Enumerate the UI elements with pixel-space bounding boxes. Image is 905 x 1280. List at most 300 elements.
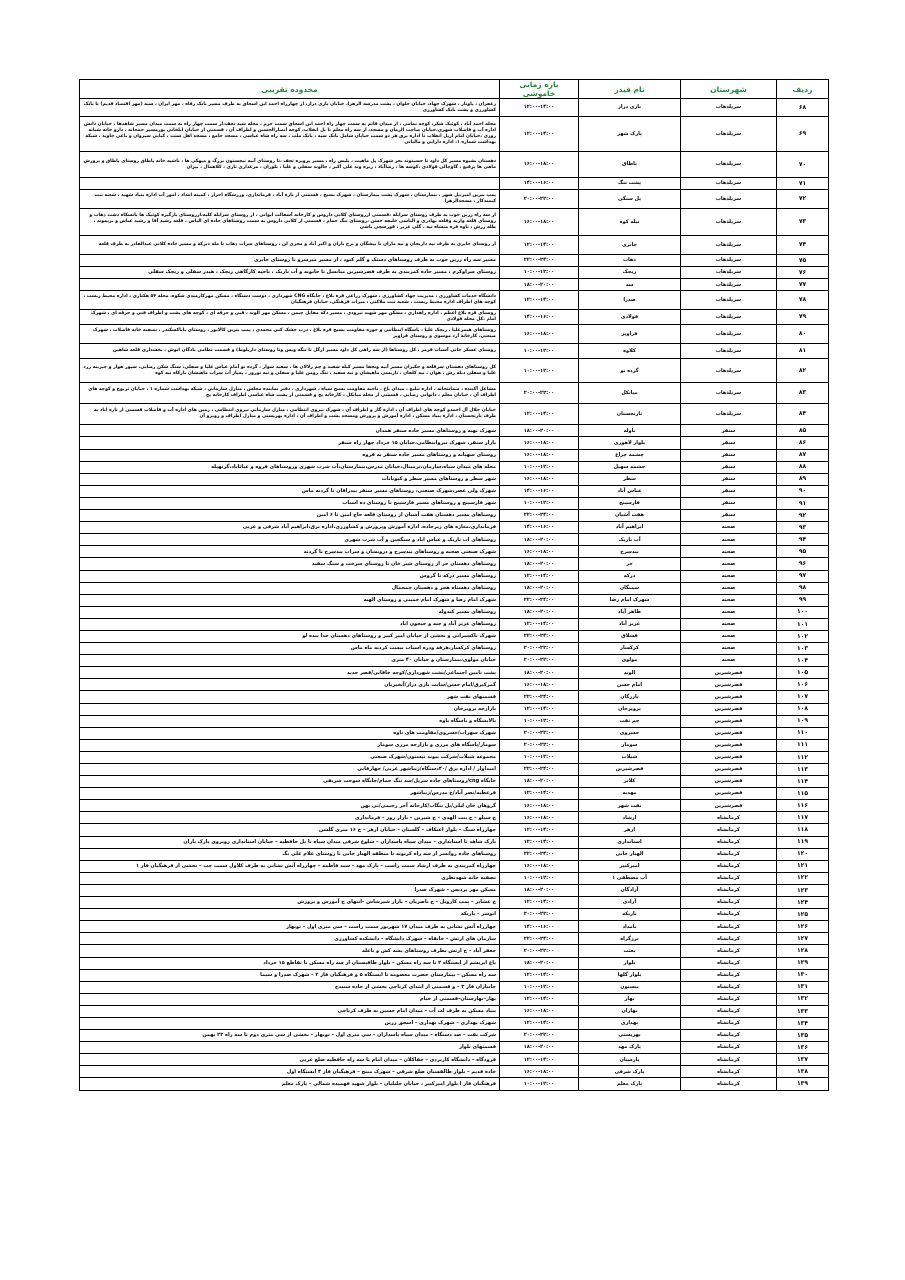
- cell-area-description: باغ ابریشم از ایستگاه ۲ تا سه راه مسکن – بلوار طاقبستان از سه راه مسکن تا تقاطع ۱۵ خرداد: [80, 957, 500, 969]
- cell-outage-time: ۲۰:۰۰-۲۲:۰۰: [500, 190, 579, 209]
- cell-outage-time: ۲۲:۰۰-۲۴:۰۰: [500, 933, 579, 945]
- table-row: [80, 872, 829, 884]
- cell-area-description: سومار/پاسگاه های مرزی و بازارچه مرزی سومار: [80, 739, 500, 751]
- cell-row-number: ۱۲۴: [777, 897, 829, 909]
- cell-row-number: ۱۱۳: [777, 764, 829, 776]
- cell-feeder-name: بامداد: [579, 921, 681, 933]
- cell-row-number: ۱۱۰: [777, 727, 829, 739]
- cell-outage-time: ۱۸:۰۰-۲۰:۰۰: [500, 957, 579, 969]
- cell-county: قصرشیرین: [681, 667, 777, 679]
- cell-county: کرمانشاه: [681, 872, 777, 884]
- cell-outage-time: ۱۲:۰۰-۱۴:۰۰: [500, 703, 579, 715]
- cell-outage-time: ۱۲:۰۰-۱۴:۰۰: [500, 1017, 579, 1029]
- cell-feeder-name: بهزیستی: [579, 1030, 681, 1042]
- cell-row-number: ۸۳: [777, 383, 829, 404]
- cell-row-number: ۱۰۲: [777, 630, 829, 642]
- cell-outage-time: ۲۰:۰۰-۲۲:۰۰: [500, 739, 579, 751]
- cell-feeder-name: قصرشیرین: [579, 764, 681, 776]
- table-row: [80, 981, 829, 993]
- cell-outage-time: ۱۴:۰۰-۱۶:۰۰: [500, 921, 579, 933]
- cell-row-number: ۱۱۵: [777, 788, 829, 800]
- table-row: [80, 99, 829, 117]
- cell-county: کرمانشاه: [681, 897, 777, 909]
- cell-area-description: شهرک ولی عصر،شهرک صنعتی، روستاهای مسیر سنقر بیدراقان تا گردنه ماس: [80, 485, 500, 497]
- cell-area-description: پشت تامین اجتماعی/پشت شهرداری/کوچه خاقانی/قصر جدید: [80, 667, 500, 679]
- table-row: [80, 727, 829, 739]
- cell-feeder-name: آزادگان: [579, 884, 681, 896]
- cell-outage-time: ۱۴:۰۰-۱۶:۰۰: [500, 178, 579, 190]
- cell-county: سرپلذهاب: [681, 117, 777, 152]
- cell-feeder-name: کرکسار: [579, 643, 681, 655]
- cell-county: کرمانشاه: [681, 848, 777, 860]
- cell-outage-time: ۱۸:۰۰-۲۰:۰۰: [500, 582, 579, 594]
- cell-feeder-name: چشمه سهیل: [579, 461, 681, 473]
- cell-outage-time: ۱۲:۰۰-۱۴:۰۰: [500, 788, 579, 800]
- cell-row-number: ۱۰۸: [777, 703, 829, 715]
- table-row: [80, 764, 829, 776]
- table-row: [80, 703, 829, 715]
- cell-outage-time: ۱۸:۰۰-۲۰:۰۰: [500, 425, 579, 437]
- cell-area-description: گمرکبرق/امام حسن/سایت بازی دراز/آبخیزبان: [80, 679, 500, 691]
- cell-feeder-name: مهدیه: [579, 788, 681, 800]
- cell-county: سرپلذهاب: [681, 325, 777, 344]
- cell-feeder-name: بلوار لاهوری: [579, 437, 681, 449]
- cell-feeder-name: سمنگان: [579, 582, 681, 594]
- cell-area-description: فسمتهای بلوار: [80, 1042, 500, 1054]
- cell-area-description: مسکن مهر پردیس – شهرک صدرا: [80, 884, 500, 896]
- cell-row-number: ۸۲: [777, 359, 829, 383]
- cell-county: کرمانشاه: [681, 957, 777, 969]
- cell-feeder-name: استانداری: [579, 836, 681, 848]
- cell-row-number: ۱۰۹: [777, 715, 829, 727]
- cell-feeder-name: ابراهیم آباد: [579, 522, 681, 534]
- cell-outage-time: ۱۲:۰۰-۱۴:۰۰: [500, 897, 579, 909]
- cell-area-description: شهرک بهداری – شهرک بهداری – اسحق زرین: [80, 1017, 500, 1029]
- table-row: [80, 1017, 829, 1029]
- cell-area-description: فرمانداری،مغازه های زیرجاده، اداره آموزش وپرورش و کشاورزی،اداره برق،ابراهیم آباد شرقی و غربی: [80, 522, 500, 534]
- cell-area-description: چهارراه کمربندی به طرف ارشاد سمت راست – پارک مهد – سید فاطمه – چهارراه آتش نشانی به طرف کلاول سمت چپ – بخشی از فرهنگیان فاز ۱: [80, 860, 500, 872]
- table-row: [80, 909, 829, 921]
- cell-outage-time: ۲۲:۰۰-۲۴:۰۰: [500, 848, 579, 860]
- cell-feeder-name: آب مصطفی ۱: [579, 872, 681, 884]
- outage-schedule-table: [79, 79, 829, 1091]
- cell-area-description: فرهنگیان فاز ا بلوار امیرکبیر ، خیابان جلیلیان – بلوار شهید فهمیده شمالی – پارک معلم: [80, 1078, 500, 1090]
- cell-row-number: ۷۴: [777, 236, 829, 255]
- table-row: [80, 667, 829, 679]
- cell-county: کرمانشاه: [681, 860, 777, 872]
- cell-outage-time: ۲۲:۰۰-۲۴:۰۰: [500, 764, 579, 776]
- cell-outage-time: ۲۰:۰۰-۲۲:۰۰: [500, 727, 579, 739]
- cell-feeder-name: سد: [579, 279, 681, 291]
- cell-area-description: [80, 279, 500, 291]
- cell-outage-time: ۱۲:۰۰-۱۴:۰۰: [500, 291, 579, 310]
- cell-feeder-name: بازرگان: [579, 691, 681, 703]
- cell-area-description: از روستای جابری به طرف تپه داربخان و تپه ماران تا بیشگان و برج باران و اکبر آباد و مجری لن ، روستاهای سراب ذهاب تا مله دیرکه و مسیر جاده کلانی عبدالقادر به طرف قلعه: [80, 236, 500, 255]
- cell-row-number: ۷۱: [777, 178, 829, 190]
- cell-feeder-name: مولوی: [579, 655, 681, 667]
- cell-feeder-name: باوله: [579, 425, 681, 437]
- cell-outage-time: ۱۶:۰۰-۱۸:۰۰: [500, 209, 579, 236]
- cell-area-description: روستاهای عزیز آباد و چنه و جیجون اباد: [80, 618, 500, 630]
- cell-area-description: مجموعه شیلات/شرکت پیوند نیستون/شهرک صنعتی: [80, 751, 500, 763]
- cell-area-description: شرکت نفت – صد دستگاه – میدان سپاه پاسداران – سی متری اول – نوبهار – بخشی از سی متری دوم تا سه راه ۲۲ بهمن: [80, 1030, 500, 1042]
- cell-area-description: پارک شاهد تا استانداری – میدان سپاه پاسداران – شلوغ شرقی میدان سپاه تا پل حافظیه – خیابان استانداری روبروی پارک باران: [80, 836, 500, 848]
- table-row: [80, 751, 829, 763]
- cell-county: کرمانشاه: [681, 812, 777, 824]
- cell-row-number: ۱۳۴: [777, 1017, 829, 1029]
- cell-row-number: ۸۶: [777, 437, 829, 449]
- table-row: [80, 606, 829, 618]
- cell-feeder-name: جابری: [579, 236, 681, 255]
- cell-row-number: ۱۳۱: [777, 981, 829, 993]
- table-row: [80, 546, 829, 558]
- table-header-row: [80, 80, 829, 99]
- cell-outage-time: ۱۸:۰۰-۲۰:۰۰: [500, 1042, 579, 1054]
- cell-outage-time: ۱۲:۰۰-۱۴:۰۰: [500, 236, 579, 255]
- cell-county: کرمانشاه: [681, 981, 777, 993]
- cell-county: قصرشیرین: [681, 727, 777, 739]
- cell-area-description: روستاهای جاده روانسر از سه راه کرنوته تا منطقه الهیار خانی تا روستای غلام علی بگ: [80, 848, 500, 860]
- cell-row-number: ۱۰۴: [777, 655, 829, 667]
- cell-row-number: ۱۱۹: [777, 836, 829, 848]
- table-row: [80, 236, 829, 255]
- cell-county: کرمانشاه: [681, 824, 777, 836]
- cell-county: سنقر: [681, 425, 777, 437]
- cell-row-number: ۸۹: [777, 473, 829, 485]
- cell-county: سرپلذهاب: [681, 178, 777, 190]
- cell-feeder-name: امام حسن: [579, 679, 681, 691]
- cell-area-description: روستاهای دهستان حر از روستای شیر خان تا روستای سرخت و سنگ سفید: [80, 558, 500, 570]
- cell-outage-time: ۱۶:۰۰-۱۸:۰۰: [500, 800, 579, 812]
- cell-county: سرپلذهاب: [681, 344, 777, 359]
- cell-row-number: ۸۱: [777, 344, 829, 359]
- cell-county: قصرشیرین: [681, 703, 777, 715]
- cell-feeder-name: پارک شهر: [579, 117, 681, 152]
- table-row: [80, 933, 829, 945]
- cell-feeder-name: باریکه: [579, 909, 681, 921]
- cell-feeder-name: عزیز آباد: [579, 618, 681, 630]
- cell-feeder-name: بلوار: [579, 957, 681, 969]
- cell-area-description: شهرک تاکسیرانی و بخشی از خیابان امیر کبیر و روستاهای دهستان خدا بنده لو: [80, 630, 500, 642]
- cell-outage-time: ۱۰:۰۰-۱۲:۰۰: [500, 751, 579, 763]
- cell-row-number: ۱۲۹: [777, 957, 829, 969]
- cell-feeder-name: کلاوه: [579, 344, 681, 359]
- table-row: [80, 570, 829, 582]
- cell-county: سرپلذهاب: [681, 99, 777, 117]
- cell-county: سرپلذهاب: [681, 359, 777, 383]
- table-row: [80, 679, 829, 691]
- cell-feeder-name: آب باریک: [579, 534, 681, 546]
- cell-county: صحنه: [681, 618, 777, 630]
- cell-feeder-name: بیدسرخ: [579, 546, 681, 558]
- cell-row-number: ۱۰۶: [777, 679, 829, 691]
- table-row: [80, 824, 829, 836]
- cell-row-number: ۸۰: [777, 325, 829, 344]
- cell-county: صحنه: [681, 643, 777, 655]
- cell-feeder-name: درکه: [579, 570, 681, 582]
- table-row: [80, 497, 829, 509]
- cell-row-number: ۱۲۱: [777, 860, 829, 872]
- cell-outage-time: ۱۲:۰۰-۱۴:۰۰: [500, 618, 579, 630]
- cell-feeder-name: عباس آباد: [579, 485, 681, 497]
- table-row: [80, 691, 829, 703]
- table-row: [80, 582, 829, 594]
- cell-area-description: شهرک سهراب/خسروی/مقاومت های باوه: [80, 727, 500, 739]
- cell-feeder-name: بهاران: [579, 1005, 681, 1017]
- cell-area-description: شهرک تهیه و روستاهای مسیر جاده سنقر همدان: [80, 425, 500, 437]
- cell-feeder-name: امیرکبیر: [579, 860, 681, 872]
- cell-area-description: جعفر آباد – خ ارتش بطرف روستاهای بشه کش و باغله: [80, 945, 500, 957]
- cell-county: صحنه: [681, 655, 777, 667]
- cell-area-description: روستای سراوکرم ، مسیر جاده کمربندی به طرف قصرشیرین میانسل تا خانونه و آب باریک ، ناحیه کارگاهی ریجک ، هیدر سفلی و ریجک سفلی: [80, 267, 500, 279]
- cell-row-number: ۶۸: [777, 99, 829, 117]
- table-row: [80, 383, 829, 404]
- cell-county: قصرشیرین: [681, 764, 777, 776]
- cell-area-description: روستاهای دهستاه هجر و دهستان جمجمال: [80, 582, 500, 594]
- cell-row-number: ۱۱۲: [777, 751, 829, 763]
- cell-county: قصرشیرین: [681, 751, 777, 763]
- cell-row-number: ۱۲۳: [777, 884, 829, 896]
- cell-county: قصرشیرین: [681, 788, 777, 800]
- cell-row-number: ۹۶: [777, 558, 829, 570]
- table-row: [80, 957, 829, 969]
- cell-feeder-name: ریجک: [579, 267, 681, 279]
- cell-outage-time: ۲۲:۰۰-۲۴:۰۰: [500, 255, 579, 267]
- cell-outage-time: ۱۲:۰۰-۱۴:۰۰: [500, 969, 579, 981]
- cell-area-description: تصفیه خانه شهدنظری: [80, 872, 500, 884]
- cell-row-number: ۷۷: [777, 279, 829, 291]
- table-row: [80, 461, 829, 473]
- cell-county: صحنه: [681, 582, 777, 594]
- cell-outage-time: ۲۰:۰۰-۲۲:۰۰: [500, 383, 579, 404]
- cell-feeder-name: برزگراه: [579, 933, 681, 945]
- table-row: [80, 969, 829, 981]
- table-row: [80, 836, 829, 848]
- cell-county: قصرشیرین: [681, 715, 777, 727]
- cell-row-number: ۱۰۱: [777, 618, 829, 630]
- cell-outage-time: ۱۰:۰۰-۱۲:۰۰: [500, 497, 579, 509]
- cell-outage-time: ۱۸:۰۰-۲۰:۰۰: [500, 884, 579, 896]
- table-row: [80, 921, 829, 933]
- table-row: [80, 630, 829, 642]
- cell-feeder-name: بازی دراز: [579, 99, 681, 117]
- cell-area-description: روستاهای مسیر درکه تا گروس: [80, 570, 500, 582]
- cell-feeder-name: سومار: [579, 739, 681, 751]
- table-row: [80, 1054, 829, 1066]
- table-row: [80, 291, 829, 310]
- cell-row-number: ۱۲۲: [777, 872, 829, 884]
- cell-county: سنقر: [681, 437, 777, 449]
- cell-county: سنقر: [681, 497, 777, 509]
- cell-county: کرمانشاه: [681, 933, 777, 945]
- cell-feeder-name: پارک شرقی: [579, 1066, 681, 1078]
- cell-outage-time: ۲۲:۰۰-۲۴:۰۰: [500, 510, 579, 522]
- cell-county: سرپلذهاب: [681, 310, 777, 325]
- cell-row-number: ۸۷: [777, 449, 829, 461]
- cell-row-number: ۱۱۴: [777, 776, 829, 788]
- cell-feeder-name: سطر: [579, 473, 681, 485]
- cell-feeder-name: بعثت: [579, 945, 681, 957]
- header-outage-time: بازه زمانی خاموشی: [500, 80, 579, 99]
- cell-area-description: دانشگاه خدمات کشاورزی ، مدیریت جهاد کشاورزی ، شهرک زراعی قره بلاغ ، جایگاه CNG شهرداری ، دوست دستگاه ، مسکن مهرکارمندی شکوه، محله ۵۴ هکتاری ، اداره محیط زیست ، کوچه های اطراف اداره محیط زیست ، شعبه ثبت ملاکتی ، میراث فرهنگی، خیابان فرهنگیان: [80, 291, 500, 310]
- table-row: [80, 437, 829, 449]
- cell-outage-time: ۱۸:۰۰-۲۰:۰۰: [500, 279, 579, 291]
- cell-county: صحنه: [681, 534, 777, 546]
- table-row: [80, 344, 829, 359]
- cell-outage-time: ۱۶:۰۰-۱۸:۰۰: [500, 679, 579, 691]
- cell-outage-time: ۱۲:۰۰-۱۴:۰۰: [500, 1054, 579, 1066]
- cell-county: صحنه: [681, 546, 777, 558]
- cell-county: کرمانشاه: [681, 1066, 777, 1078]
- cell-county: سنقر: [681, 485, 777, 497]
- table-row: [80, 993, 829, 1005]
- outage-schedule-page: [79, 79, 828, 1091]
- cell-county: سرپلذهاب: [681, 383, 777, 404]
- cell-outage-time: ۱۰:۰۰-۱۲:۰۰: [500, 872, 579, 884]
- cell-area-description: محله های میدان سپاه،سازمان،ترمینال،خیابان مدرس،بیمارستان،آب شرب شهری وروستاهای قروه و عباثاباد،گرتهیله: [80, 461, 500, 473]
- cell-outage-time: ۱۰:۰۰-۱۲:۰۰: [500, 1078, 579, 1090]
- cell-county: کرمانشاه: [681, 909, 777, 921]
- cell-outage-time: ۱۸:۰۰-۲۰:۰۰: [500, 667, 579, 679]
- cell-feeder-name: بلوار گلها: [579, 969, 681, 981]
- cell-row-number: ۹۷: [777, 570, 829, 582]
- cell-area-description: چهارراه سنگ – بلوار اعتکاف – گلستان – خیابان ازهر – خ ۱۶ متری گلشن: [80, 824, 500, 836]
- cell-feeder-name: شهرک امام رضا: [579, 594, 681, 606]
- cell-feeder-name: پل سنگی: [579, 190, 681, 209]
- cell-county: سرپلذهاب: [681, 267, 777, 279]
- table-row: [80, 209, 829, 236]
- cell-county: سرپلذهاب: [681, 152, 777, 178]
- table-row: [80, 485, 829, 497]
- cell-county: کرمانشاه: [681, 969, 777, 981]
- table-row: [80, 594, 829, 606]
- cell-area-description: قسمتهای نفت شهر: [80, 691, 500, 703]
- cell-county: سنقر: [681, 461, 777, 473]
- cell-row-number: ۹۳: [777, 522, 829, 534]
- table-row: [80, 715, 829, 727]
- cell-county: سرپلذهاب: [681, 279, 777, 291]
- cell-feeder-name: هفت آشیان: [579, 510, 681, 522]
- cell-row-number: ۱۳۷: [777, 1054, 829, 1066]
- cell-feeder-name: آزادی: [579, 897, 681, 909]
- cell-area-description: روستاهای مسیر دهستان هفت آشیان از روستای قلعه حاج امین تا ۶ امین: [80, 510, 500, 522]
- cell-feeder-name: شیلات: [579, 751, 681, 763]
- cell-outage-time: ۱۸:۰۰-۲۰:۰۰: [500, 534, 579, 546]
- cell-outage-time: ۱۶:۰۰-۱۸:۰۰: [500, 546, 579, 558]
- cell-county: سرپلذهاب: [681, 404, 777, 425]
- cell-area-description: جایگاه cng/روستاهای جاده سرپل/سد تنگ حمام/جایگاه سوخت شریفی: [80, 776, 500, 788]
- cell-area-description: پمپ بنزین امیر،پل شهر ، بیمارستان ، شهرک پشت بیمارستان ، شهرک بسیج ، قسمتی از تازه آباد ، فرمانداری، ورزشگاه احراز ، کمیته امداد ، امور آب اداره بنیاد شهید ، شعبه ثبت کیمندکار ، مسجدالزهرا: [80, 190, 500, 209]
- cell-area-description: جاده قدیم – بلوار طالقستان ضلع شرقی – شهرک منتج – فرهنگیان فاز ۴ ایستگاه اول: [80, 1066, 500, 1078]
- table-row: [80, 178, 829, 190]
- cell-area-description: سه راه مسکن – بیمارستان حضرت معصومه تا ایستگاه ۵ و فرهنگیان فاز ۲ – شهرک صدرا و سیما: [80, 969, 500, 981]
- cell-county: کرمانشاه: [681, 921, 777, 933]
- table-row: [80, 739, 829, 751]
- table-row: [80, 255, 829, 267]
- cell-outage-time: ۱۴:۰۰-۱۶:۰۰: [500, 485, 579, 497]
- cell-county: سنقر: [681, 449, 777, 461]
- cell-area-description: [80, 178, 500, 190]
- cell-area-description: گروهان خان لیلی/پل تنگاب/کارخانه آجر رحیمی/نی بهن: [80, 800, 500, 812]
- cell-feeder-name: چشمه چراغ: [579, 449, 681, 461]
- cell-area-description: جانبازان فاز ۳ – و قسمتی از ابتدای کرناچی بخشی از جاده سنندج: [80, 981, 500, 993]
- cell-row-number: ۹۲: [777, 510, 829, 522]
- cell-outage-time: ۱۰:۰۰-۱۲:۰۰: [500, 344, 579, 359]
- cell-row-number: ۷۰: [777, 152, 829, 178]
- cell-county: سرپلذهاب: [681, 291, 777, 310]
- cell-area-description: مسیر سه راه زرین جوب به طرف روستاهای دستک و گلم کبود ، از مسیر میرسرو تا روستای جابری: [80, 255, 500, 267]
- cell-county: کرمانشاه: [681, 1078, 777, 1090]
- cell-county: قصرشیرین: [681, 776, 777, 788]
- table-row: [80, 800, 829, 812]
- cell-area-description: روستاهای اب باریک و عباس اباد و سنگچین و آب شرب شهری: [80, 534, 500, 546]
- cell-outage-time: ۱۲:۰۰-۱۴:۰۰: [500, 824, 579, 836]
- cell-outage-time: ۱۸:۰۰-۲۰:۰۰: [500, 558, 579, 570]
- cell-row-number: ۱۲۸: [777, 945, 829, 957]
- cell-feeder-name: ذهاب: [579, 255, 681, 267]
- table-row: [80, 117, 829, 152]
- table-row: [80, 1078, 829, 1090]
- cell-row-number: ۷۹: [777, 310, 829, 325]
- cell-county: کرمانشاه: [681, 1005, 777, 1017]
- cell-feeder-name: قشلاق: [579, 630, 681, 642]
- cell-row-number: ۱۲۶: [777, 921, 829, 933]
- cell-row-number: ۱۳۵: [777, 1030, 829, 1042]
- cell-feeder-name: پرویزخان: [579, 703, 681, 715]
- cell-area-description: بنیاد مسکن به طرف لب آب – میدان امام حسین به طرف کرناچی: [80, 1005, 500, 1017]
- cell-area-description: فرعطیه/نصر آباد/خ مدرس/زیباشهر: [80, 788, 500, 800]
- table-row: [80, 618, 829, 630]
- cell-county: صحنه: [681, 630, 777, 642]
- cell-feeder-name: ارشاد: [579, 812, 681, 824]
- cell-county: صحنه: [681, 522, 777, 534]
- cell-feeder-name: الهیار خانی: [579, 848, 681, 860]
- table-row: [80, 310, 829, 325]
- cell-area-description: شهرک امام رضا و شهرک امام خمینی و روستای الهیه: [80, 594, 500, 606]
- cell-feeder-name: بهار: [579, 993, 681, 1005]
- cell-outage-time: ۱۶:۰۰-۱۸:۰۰: [500, 860, 579, 872]
- table-row: [80, 522, 829, 534]
- cell-outage-time: ۱۶:۰۰-۱۸:۰۰: [500, 437, 579, 449]
- table-row: [80, 788, 829, 800]
- cell-row-number: ۱۳۲: [777, 993, 829, 1005]
- cell-area-description: روستای قره بلاغ اعظم ، اداره راهداری ، مسکن مهر شهید نیرودی ، مسیر دکه مقابل چیمن ، مسکن مهر الوند ، قبی و حرفه ای ، کوچه های پشت و اطراف فنی و حرفه ای ، شهرک امام ،کل محله فولادی: [80, 310, 500, 325]
- cell-row-number: ۱۲۰: [777, 848, 829, 860]
- cell-row-number: ۸۴: [777, 404, 829, 425]
- header-feeder-name: نام فیدر: [579, 80, 681, 99]
- table-row: [80, 190, 829, 209]
- cell-row-number: ۱۱۶: [777, 800, 829, 812]
- cell-feeder-name: نارنجستان: [579, 404, 681, 425]
- table-row: [80, 152, 829, 178]
- header-area: محدوده تقریبی: [80, 80, 500, 99]
- cell-row-number: ۷۲: [777, 190, 829, 209]
- cell-county: کرمانشاه: [681, 1054, 777, 1066]
- cell-outage-time: ۱۰:۰۰-۱۲:۰۰: [500, 715, 579, 727]
- cell-county: قصرشیرین: [681, 800, 777, 812]
- cell-area-description: بازار سنقر، شهرک نیروانتظامی،خیابان ۱۵ خرداد چهار راه سنقر: [80, 437, 500, 449]
- cell-row-number: ۸۵: [777, 425, 829, 437]
- cell-row-number: ۷۵: [777, 255, 829, 267]
- table-row: [80, 510, 829, 522]
- table-row: [80, 473, 829, 485]
- cell-area-description: شهر سطر و روستاهای مسیر سطر و کیونانات: [80, 473, 500, 485]
- table-row: [80, 812, 829, 824]
- cell-county: سنقر: [681, 510, 777, 522]
- cell-area-description: بهار–بهارستان–قسمتی از خیام: [80, 993, 500, 1005]
- table-row: [80, 848, 829, 860]
- cell-outage-time: ۱۲:۰۰-۱۴:۰۰: [500, 570, 579, 582]
